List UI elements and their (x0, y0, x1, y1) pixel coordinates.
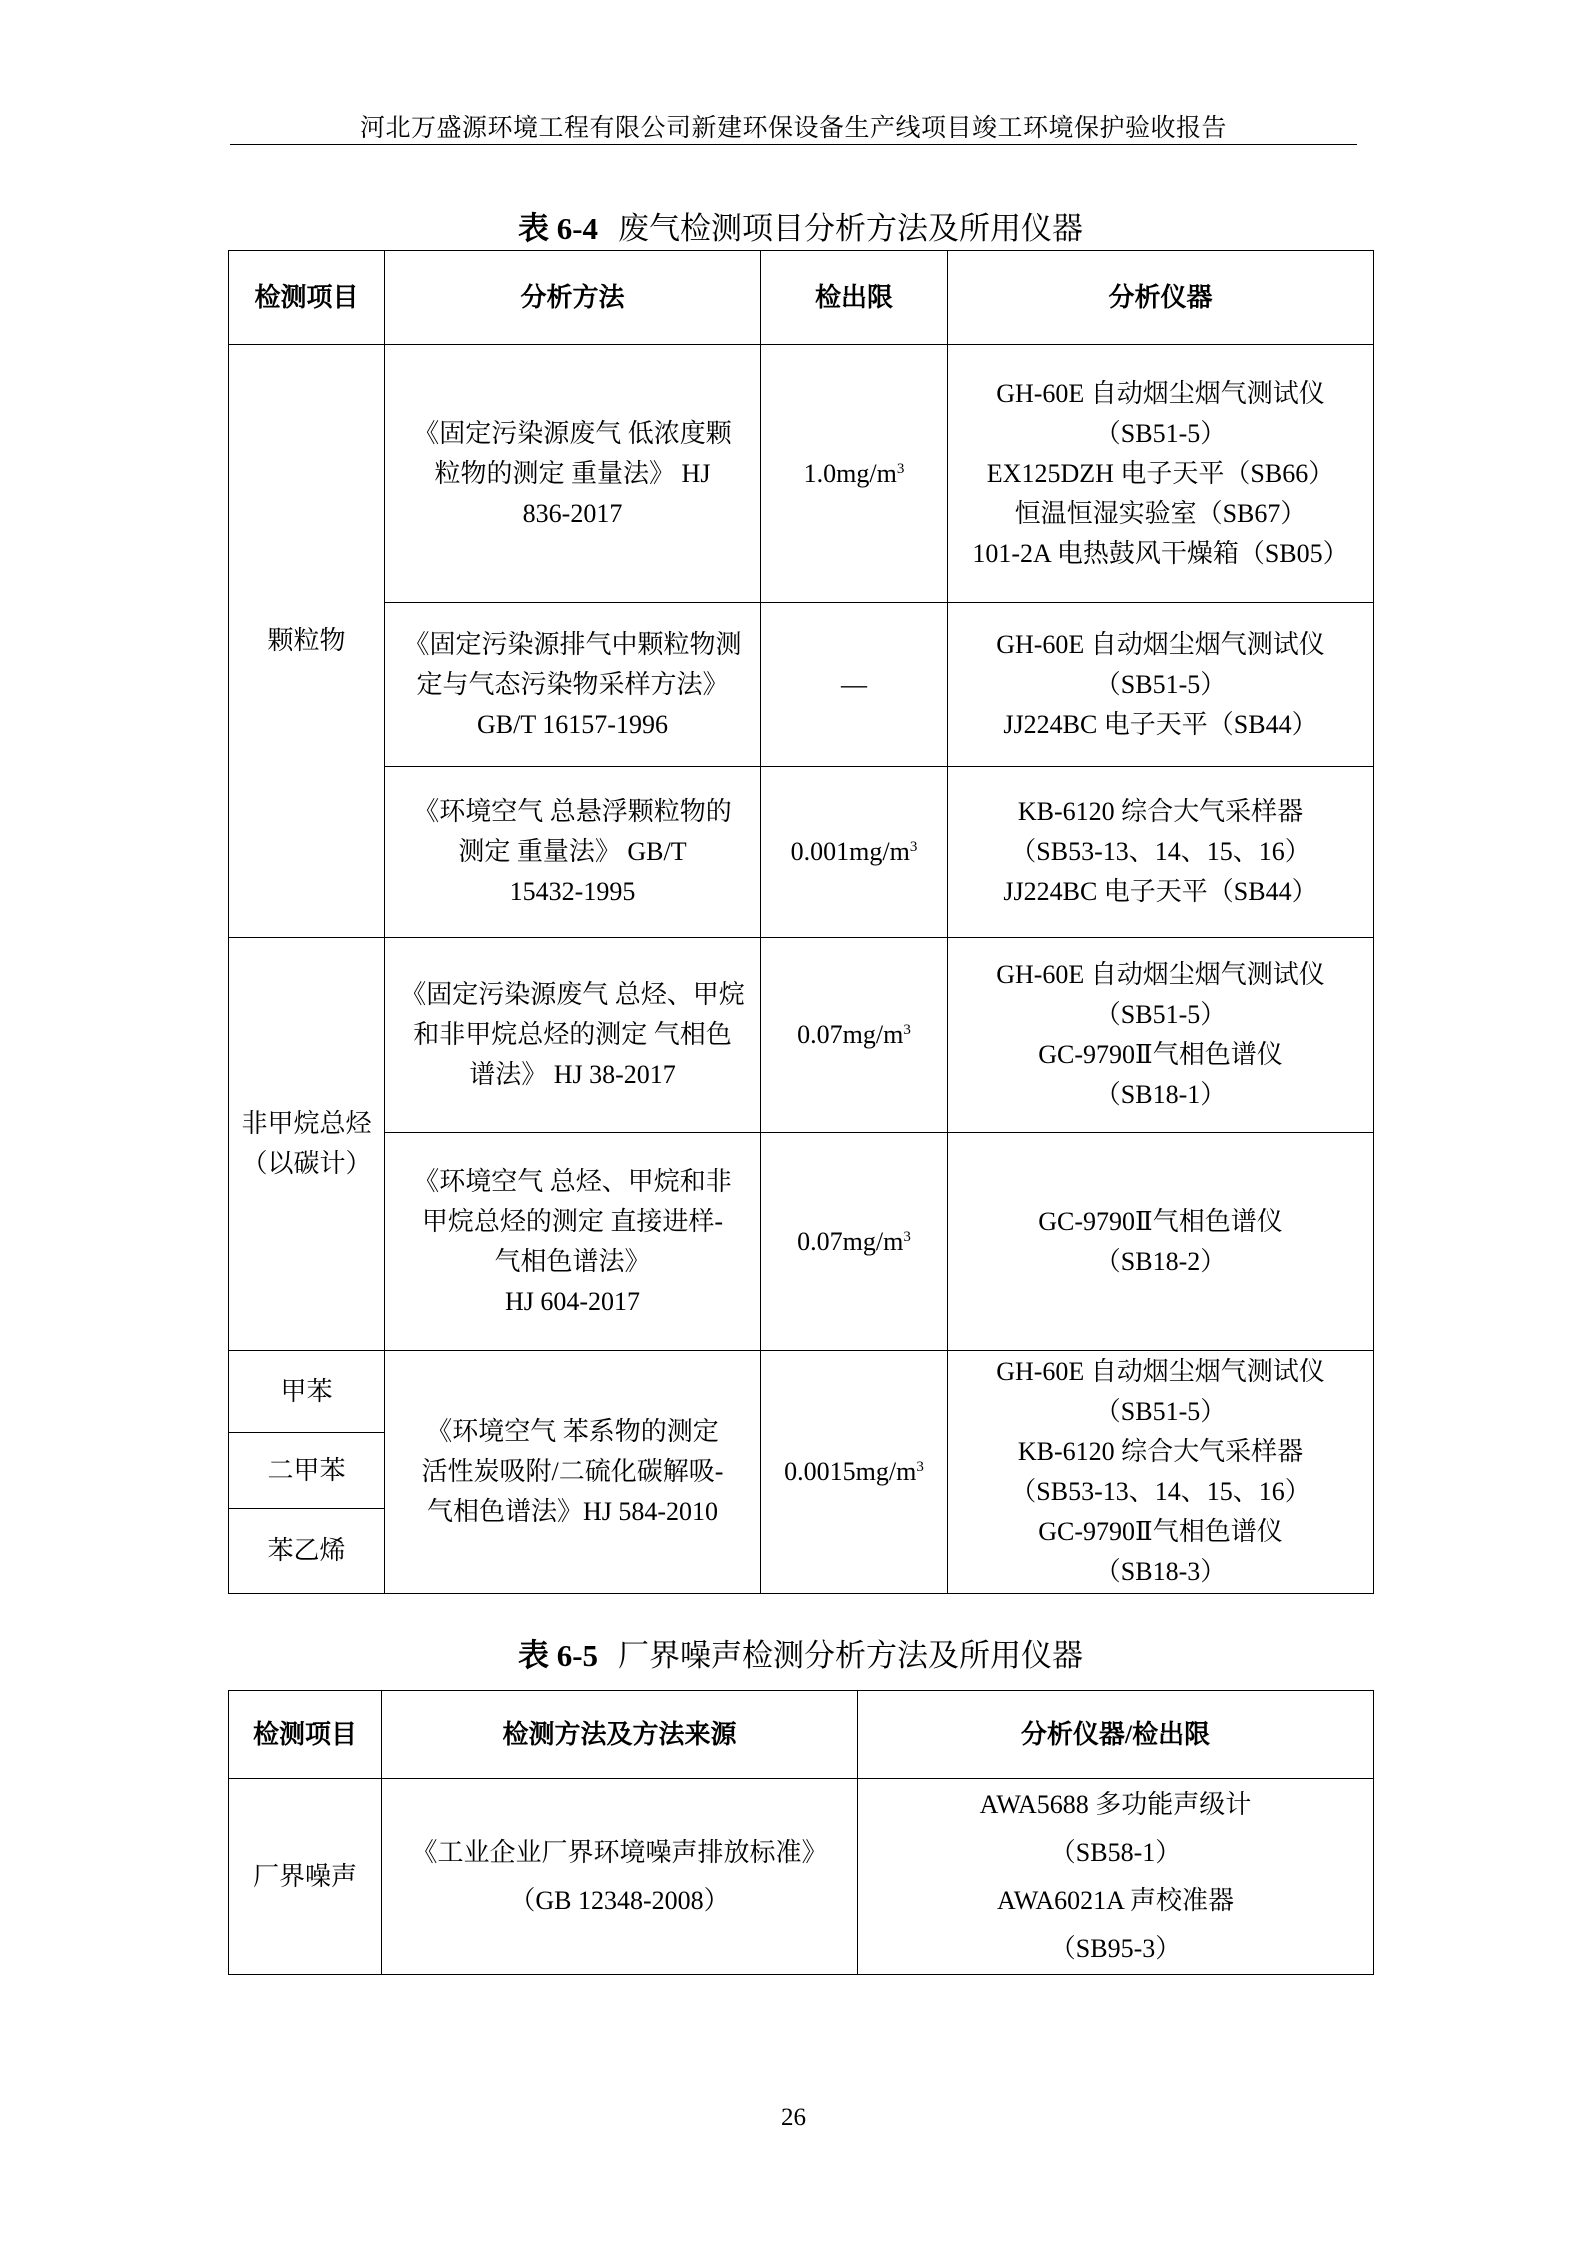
limit-cell (761, 1133, 948, 1351)
limit-value: — (841, 669, 867, 699)
instrument-cell (948, 603, 1374, 767)
instrument-line: （SB51-5） (1094, 418, 1227, 448)
header-cell: 检出限 (761, 251, 948, 345)
instrument-line: AWA6021A 声校准器 (997, 1885, 1234, 1915)
instrument-line: KB-6120 综合大气采样器 (1017, 1437, 1304, 1466)
method-line: 《环境空气 苯系物的测定 (426, 1417, 719, 1446)
instrument-line: GH-60E 自动烟尘烟气测试仪 (996, 1357, 1325, 1386)
instrument-line: 恒温恒湿实验室（SB67） (1014, 498, 1307, 528)
header-cell: 检测项目 (229, 1691, 382, 1779)
limit-superscript: 3 (916, 1459, 924, 1475)
instrument-cell (948, 1133, 1374, 1351)
limit-cell (761, 603, 948, 767)
method-line: 气相色谱法》 (494, 1246, 651, 1276)
method-line: 《环境空气 总烃、甲烷和非 (413, 1166, 732, 1196)
limit-value: 0.07mg/m (797, 1226, 904, 1256)
instrument-line: GH-60E 自动烟尘烟气测试仪 (996, 960, 1325, 989)
instrument-line: （SB51-5） (1094, 669, 1227, 699)
instrument-line: JJ224BC 电子天平（SB44） (1003, 709, 1318, 739)
page-number: 26 (781, 2104, 806, 2131)
item-cell-styrene: 苯乙烯 (229, 1509, 385, 1594)
limit-cell (761, 767, 948, 938)
header-cell: 检测方法及方法来源 (382, 1691, 858, 1779)
method-cell (382, 1779, 858, 1975)
limit-superscript: 3 (909, 839, 918, 855)
instrument-cell (948, 345, 1374, 603)
limit-value: 0.001mg/m (790, 837, 910, 866)
method-line: 气相色谱法》HJ 584-2010 (426, 1497, 719, 1526)
method-cell (385, 603, 761, 767)
instrument-line: KB-6120 综合大气采样器 (1017, 797, 1304, 826)
method-line: 836-2017 (522, 498, 623, 528)
item-cell-toluene: 甲苯 (229, 1351, 385, 1433)
limit-cell (761, 345, 948, 603)
item-line: 非甲烷总烃 (241, 1109, 372, 1138)
header-rule (230, 144, 1357, 145)
method-line: 谱法》 HJ 38-2017 (469, 1060, 676, 1089)
caption-title: 废气检测项目分析方法及所用仪器 (618, 211, 1084, 246)
instrument-line: （SB51-5） (1094, 1397, 1227, 1426)
limit-value: 0.0015mg/m (784, 1457, 917, 1486)
instrument-line: AWA5688 多功能声级计 (979, 1789, 1252, 1819)
instrument-line: （SB95-3） (1049, 1933, 1182, 1963)
table-6-4-caption (228, 203, 1373, 248)
table-6-5 (228, 1690, 1374, 1975)
table-row (229, 1351, 1374, 1433)
instrument-line: （SB18-1） (1094, 1080, 1227, 1109)
table-row (229, 603, 1374, 767)
item-cell-noise: 厂界噪声 (229, 1779, 382, 1975)
instrument-line: GH-60E 自动烟尘烟气测试仪 (996, 629, 1325, 659)
method-line: 定与气态污染物采样方法》 (416, 669, 729, 699)
instrument-line: EX125DZH 电子天平（SB66） (986, 458, 1335, 488)
table-header-row (229, 251, 1374, 345)
limit-superscript: 3 (903, 1228, 911, 1245)
limit-superscript: 3 (903, 1022, 911, 1038)
instrument-line: （SB53-13、14、15、16） (1010, 1477, 1311, 1506)
method-cell (385, 345, 761, 603)
table-row (229, 938, 1374, 1133)
instrument-line: 101-2A 电热鼓风干燥箱（SB05） (972, 538, 1349, 568)
item-line: （以碳计） (241, 1149, 372, 1178)
header-cell: 分析方法 (385, 251, 761, 345)
instrument-line: GC-9790Ⅱ气相色谱仪 (1038, 1040, 1283, 1069)
method-cell (385, 1133, 761, 1351)
instrument-cell (948, 938, 1374, 1133)
method-line: 《固定污染源废气 低浓度颗 (413, 418, 732, 448)
item-cell-xylene: 二甲苯 (229, 1433, 385, 1509)
caption-number: 表 6-4 (517, 211, 599, 246)
method-cell (385, 938, 761, 1133)
method-line: HJ 604-2017 (504, 1286, 641, 1316)
method-line: 活性炭吸附/二硫化碳解吸- (421, 1457, 724, 1486)
limit-value: 1.0mg/m (803, 458, 897, 488)
method-line: 《固定污染源废气 总烃、甲烷 (400, 980, 745, 1009)
method-cell (385, 767, 761, 938)
caption-number: 表 6-5 (517, 1638, 599, 1673)
method-line: 甲烷总烃的测定 直接进样- (421, 1206, 724, 1236)
instrument-line: GC-9790Ⅱ气相色谱仪 (1038, 1206, 1283, 1236)
limit-cell (761, 1351, 948, 1594)
instrument-cell (948, 1351, 1374, 1594)
instrument-line: GH-60E 自动烟尘烟气测试仪 (996, 378, 1325, 408)
header-cell: 检测项目 (229, 251, 385, 345)
instrument-cell (948, 767, 1374, 938)
item-cell-nmhc (229, 938, 385, 1351)
instrument-line: （SB18-3） (1094, 1557, 1227, 1586)
method-line: 15432-1995 (509, 877, 636, 906)
header-cell: 分析仪器 (948, 251, 1374, 345)
instrument-line: （SB53-13、14、15、16） (1010, 837, 1311, 866)
table-6-4 (228, 250, 1374, 1594)
item-cell-particulate: 颗粒物 (229, 345, 385, 938)
method-cell (385, 1351, 761, 1594)
method-line: 《工业企业厂界环境噪声排放标准》 (411, 1837, 828, 1867)
instrument-line: （SB58-1） (1049, 1837, 1182, 1867)
table-row (229, 345, 1374, 603)
instrument-cell (858, 1779, 1374, 1975)
instrument-line: GC-9790Ⅱ气相色谱仪 (1038, 1517, 1283, 1546)
page-header: 河北万盛源环境工程有限公司新建环保设备生产线项目竣工环境保护验收报告 (359, 115, 1227, 142)
caption-title: 厂界噪声检测分析方法及所用仪器 (618, 1638, 1084, 1673)
table-row (229, 767, 1374, 938)
table-row (229, 1133, 1374, 1351)
instrument-line: （SB51-5） (1094, 1000, 1227, 1029)
method-line: 测定 重量法》 GB/T (458, 837, 687, 866)
method-line: 粒物的测定 重量法》 HJ (434, 458, 711, 488)
instrument-line: （SB18-2） (1094, 1246, 1227, 1276)
table-6-5-caption (228, 1630, 1373, 1675)
method-line: 和非甲烷总烃的测定 气相色 (413, 1020, 732, 1049)
limit-value: 0.07mg/m (797, 1020, 904, 1049)
method-line: 《环境空气 总悬浮颗粒物的 (413, 797, 732, 826)
instrument-line: JJ224BC 电子天平（SB44） (1003, 877, 1318, 906)
method-line: （GB 12348-2008） (509, 1885, 730, 1915)
header-cell: 分析仪器/检出限 (858, 1691, 1374, 1779)
table-row (229, 1779, 1374, 1975)
method-line: 《固定污染源排气中颗粒物测 (403, 629, 742, 659)
method-line: GB/T 16157-1996 (477, 709, 668, 739)
limit-cell (761, 938, 948, 1133)
limit-superscript: 3 (896, 460, 905, 477)
table-header-row (229, 1691, 1374, 1779)
